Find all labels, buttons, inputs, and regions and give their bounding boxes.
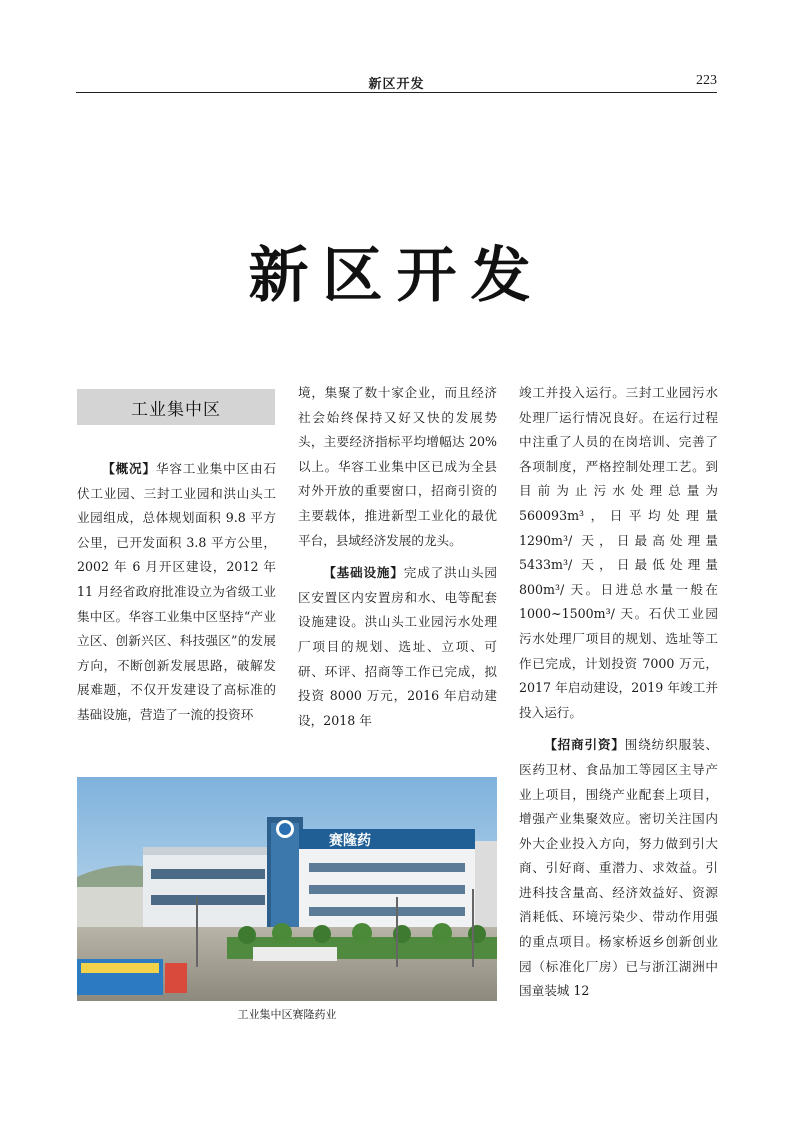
overview-text: 华容工业集中区由石伏工业园、三封工业园和洪山头工业园组成，总体规划面积 9.8 平方公里，已开发面积 3.8 平方公里，2002 年 6 月开区建设，2012 年 11 月经省政府批准设立为省级工业集中区。华容工业集中区坚持“产业立区、创新兴区、科技强区”的发展方向，不断创新发展思路，破解发展难题，不仅开发建设了高标准的基础设施，营造了一流的投资环 xyxy=(77,461,277,722)
invest-paragraph xyxy=(519,733,718,1004)
invest-tag: 【招商引资】 xyxy=(544,737,625,753)
page-number: 223 xyxy=(696,73,717,88)
chapter-title: 新区开发 xyxy=(248,241,545,311)
running-title: 新区开发 xyxy=(368,77,425,92)
section-title: 工业集中区 xyxy=(77,389,275,425)
overview-continuation: 境，集聚了数十家企业，而且经济社会始终保持又好又快的发展势头，主要经济指标平均增幅达 20% 以上。华容工业集中区已成为全县对外开放的重要窗口，招商引资的主要载体，推进新型工业化的最优平台，县域经济发展的龙头。 xyxy=(298,385,497,548)
infra-tag: 【基础设施】 xyxy=(323,565,404,581)
photo-caption: 工业集中区赛隆药业 xyxy=(237,1008,337,1021)
column-3 xyxy=(519,381,718,1004)
column-2 xyxy=(298,381,497,733)
invest-text: 围绕纺织服装、医药卫材、食品加工等园区主导产业上项目，围绕产业配套上项目，增强产业集聚效应。密切关注国内外大企业投入方向，努力做到引大商、引好商、重潜力、求效益。引进科技含量高、经济效益好、资源消耗低、环境污染少、带动作用强的重点项目。杨家桥返乡创新创业园（标准化厂房）已与浙江湖洲中国童装城 12 xyxy=(519,737,719,999)
factory-photo xyxy=(77,777,497,1001)
infra-paragraph xyxy=(298,561,497,733)
infra-text: 完成了洪山头园区安置区内安置房和水、电等配套设施建设。洪山头工业园污水处理厂项目的规划、选址、立项、可研、环评、招商等工作已完成，拟投资 8000 万元，2016 年启动建设，2018 年 xyxy=(298,565,498,728)
building-sign: 赛隆药 xyxy=(329,833,371,849)
running-head xyxy=(76,70,717,93)
column-1 xyxy=(77,457,276,728)
overview-tag: 【概况】 xyxy=(102,461,156,476)
infra-continuation: 竣工并投入运行。三封工业园污水处理厂运行情况良好。在运行过程中注重了人员的在岗培训、完善了各项制度，严格控制处理工艺。到目前为止污水处理总量为 560093m³，日平均处理量 1290m³/ 天，日最高处理量 5433m³/ 天，日最低处理量 800m³/ 天。日进总水量一般在 1000~1500m³/ 天。石伏工业园污水处理厂项目的规划、选址等工作已完成，计划投资 7000 万元，2017 年启动建设，2019 年竣工并投入运行。 xyxy=(519,385,718,720)
overview-paragraph xyxy=(77,457,276,728)
